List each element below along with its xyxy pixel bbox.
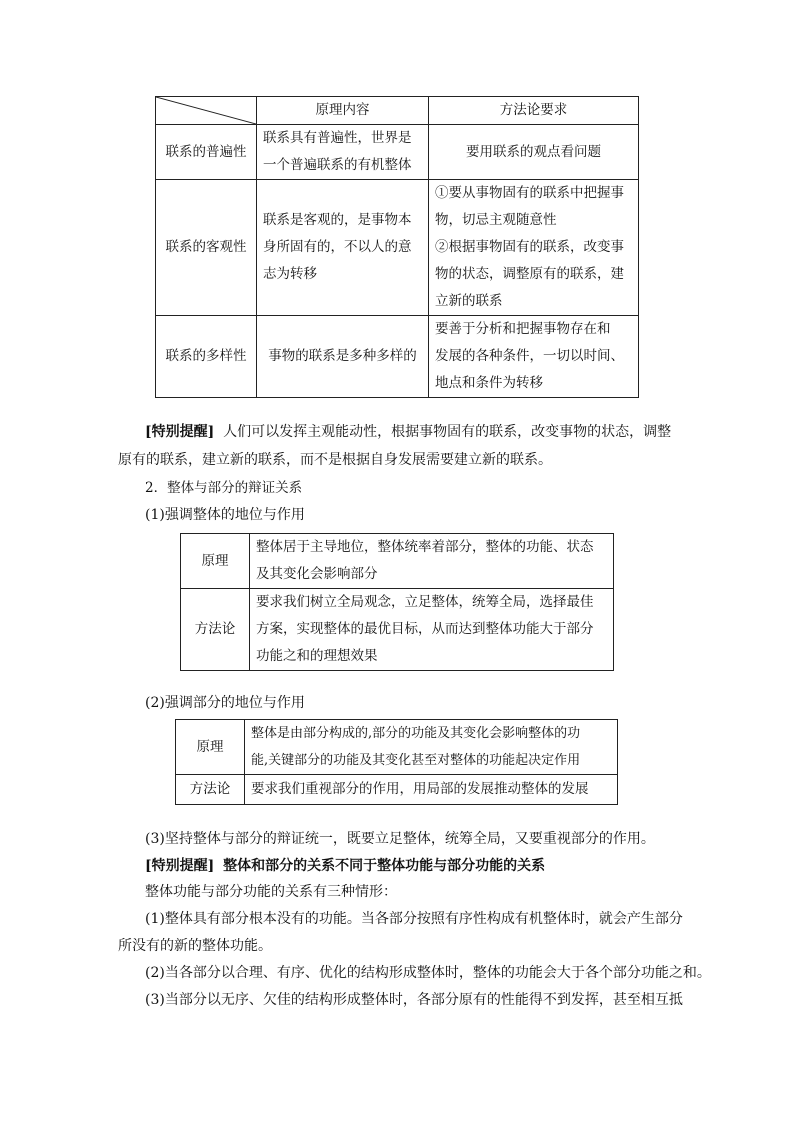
subsection-title: (2)强调部分的地位与作用 [145,695,305,711]
relations-intro: 整体功能与部分功能的关系有三种情形： [145,884,397,900]
row-label: 方法论 [176,775,245,805]
row-label: 联系的多样性 [156,316,257,398]
connection-table [155,96,639,398]
note2-paragraph [145,853,705,879]
row-method: ①要从事物固有的联系中把握事 物，切忌主观随意性 ②根据事物固有的联系，改变事 物的状态，调整原有的联系，建 立新的联系 [429,180,639,316]
note-paragraph [145,419,705,445]
row-label: 联系的客观性 [156,180,257,316]
row-principle: 联系具有普遍性，世界是 一个普遍联系的有机整体 [257,125,429,180]
row-label: 原理 [181,534,250,589]
row-principle: 事物的联系是多种多样的 [257,316,429,398]
diagonal-header-cell [156,97,257,125]
section-title: 2．整体与部分的辩证关系 [145,480,303,496]
row-label: 原理 [176,720,245,775]
row-content: 整体是由部分构成的,部分的功能及其变化会影响整体的功 能,关键部分的功能及其变化甚至对整体的功能起决定作用 [245,720,618,775]
note-tag: [特别提醒] [145,424,215,440]
relation-item-1-cont: 所没有的新的整体功能。 [118,938,272,954]
subsection-title: (1)强调整体的地位与作用 [145,507,305,523]
header-principle: 原理内容 [257,97,429,125]
row-principle: 联系是客观的，是事物本 身所固有的，不以人的意 志为转移 [257,180,429,316]
relation-item-3: (3)当部分以无序、欠佳的结构形成整体时，各部分原有的性能得不到发挥，甚至相互抵 [145,992,683,1008]
relation-item-1: (1)整体具有部分根本没有的功能。当各部分按照有序性构成有机整体时，就会产生部分 [145,911,683,927]
row-label: 联系的普遍性 [156,125,257,180]
row-method: 要善于分析和把握事物存在和 发展的各种条件，一切以时间、 地点和条件为转移 [429,316,639,398]
row-label: 方法论 [181,589,250,671]
row-content: 要求我们树立全局观念，立足整体，统筹全局，选择最佳 方案，实现整体的最优目标，从而达到整体功能大于部分 功能之和的理想效果 [250,589,614,671]
note-tag: [特别提醒] [145,858,215,874]
note-text: 整体和部分的关系不同于整体功能与部分功能的关系 [223,858,546,874]
row-content: 整体居于主导地位，整体统率着部分，整体的功能、状态 及其变化会影响部分 [250,534,614,589]
note-text: 人们可以发挥主观能动性，根据事物固有的联系，改变事物的状态，调整 [223,424,672,440]
row-content: 要求我们重视部分的作用，用局部的发展推动整体的发展 [245,775,618,805]
header-method: 方法论要求 [429,97,639,125]
relation-item-2: (2)当各部分以合理、有序、优化的结构形成整体时，整体的功能会大于各个部分功能之和。 [145,965,711,981]
whole-table [180,533,614,671]
part3-paragraph: (3)坚持整体与部分的辩证统一，既要立足整体，统筹全局，又要重视部分的作用。 [145,831,655,847]
row-method: 要用联系的观点看问题 [429,125,639,180]
note-paragraph-cont: 原有的联系，建立新的联系，而不是根据自身发展需要建立新的联系。 [118,452,552,468]
part-table [175,719,618,805]
